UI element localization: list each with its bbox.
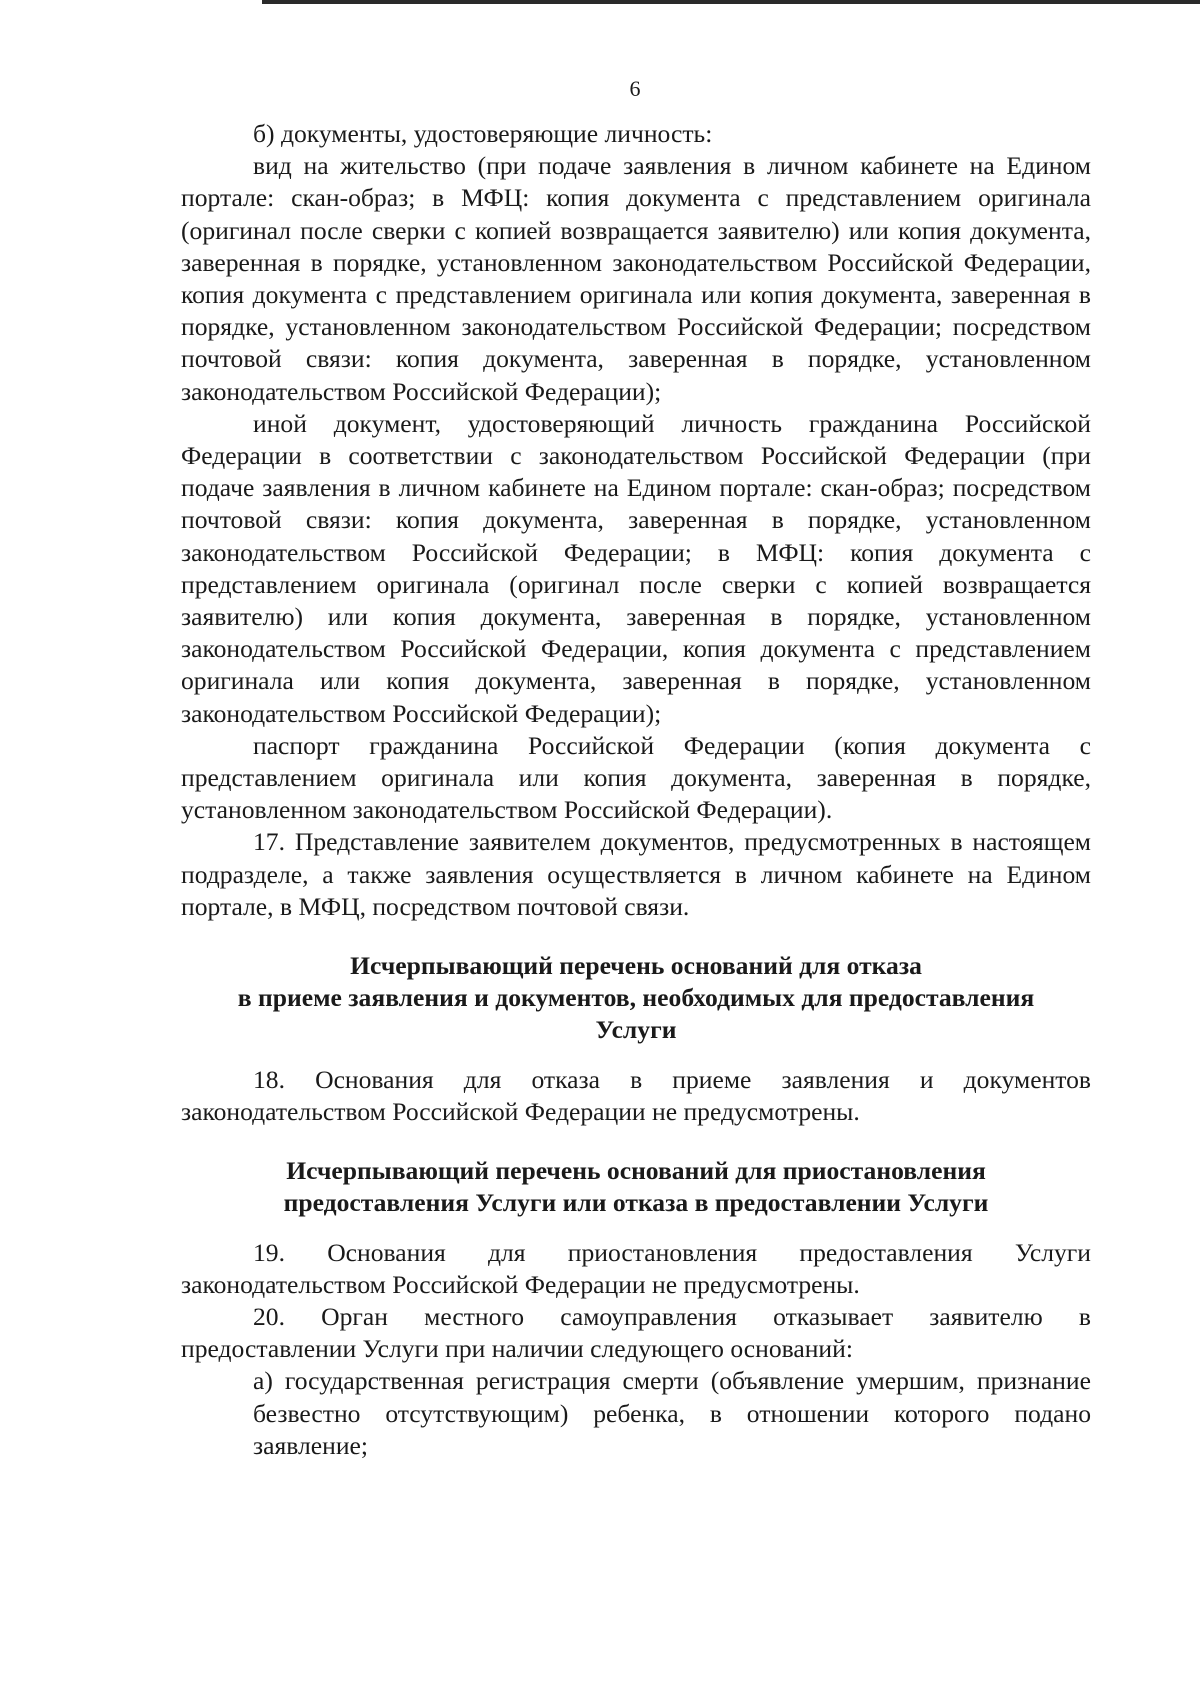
- section-heading-suspension-refusal: [181, 1155, 1091, 1219]
- top-rule: [262, 0, 1200, 4]
- paragraph-17: 17. Представление заявителем документов, предусмотренных в настоящем подразделе, а также заявления осуществляется в личном кабинете на Едином портале, в МФЦ, посредством почтовой связи.: [181, 827, 1091, 921]
- heading-line: Исчерпывающий перечень оснований для приостановления: [286, 1156, 986, 1186]
- paragraph-residence-permit: вид на жительство (при подаче заявления в личном кабинете на Едином портале: скан-образ; в МФЦ: копия документа с представлением оригинала (оригинал после сверки с копией возвращается заявителю) или копия документа, заверенная в порядке, установленном законодательством Российской Федерации, копия документа с представлением оригинала или копия документа, заверенная в порядке, установленном законодательством Российской Федерации; посредством почтовой связи: копия документа, заверенная в порядке, установленном законодательством Российской Федерации);: [181, 151, 1091, 406]
- paragraph-19: 19. Основания для приостановления предоставления Услуги законодательством Российской Федерации не предусмотрены.: [181, 1237, 1091, 1299]
- heading-line: предоставления Услуги или отказа в предоставлении Услуги: [283, 1188, 989, 1218]
- document-body: [181, 118, 1091, 1462]
- paragraph-other-id: иной документ, удостоверяющий личность гражданина Российской Федерации в соответствии с законодательством Российской Федерации (при подаче заявления в личном кабинете на Едином портале: скан-образ; посредством почтовой связи: копия документа, заверенная в порядке, установленном законодательством Российской Федерации; в МФЦ: копия документа с представлением оригинала (оригинал после сверки с копией возвращается заявителю) или копия документа, заверенная в порядке, установленном законодательством Российской Федерации, копия документа с представлением оригинала или копия документа, заверенная в порядке, установленном законодательством Российской Федерации);: [181, 408, 1091, 728]
- paragraph-20: 20. Орган местного самоуправления отказывает заявителю в предоставлении Услуги при наличии следующего оснований:: [181, 1301, 1091, 1364]
- page-number: 6: [629, 76, 641, 101]
- section-heading-refusal-acceptance: [181, 950, 1091, 1047]
- paragraph-passport: паспорт гражданина Российской Федерации (копия документа с представлением оригинала или копия документа, заверенная в порядке, установленном законодательством Российской Федерации).: [181, 730, 1091, 825]
- paragraph-18: 18. Основания для отказа в приеме заявления и документов законодательством Российской Федерации не предусмотрены.: [181, 1064, 1091, 1126]
- heading-line: Услуги: [595, 1015, 677, 1045]
- paragraph-20-a: а) государственная регистрация смерти (объявление умершим, признание безвестно отсутствующим) ребенка, в отношении которого подано заявление;: [253, 1366, 1091, 1460]
- heading-line: в приеме заявления и документов, необходимых для предоставления: [237, 983, 1035, 1013]
- paragraph-b-documents: б) документы, удостоверяющие личность:: [253, 119, 713, 148]
- heading-line: Исчерпывающий перечень оснований для отказа: [350, 951, 922, 981]
